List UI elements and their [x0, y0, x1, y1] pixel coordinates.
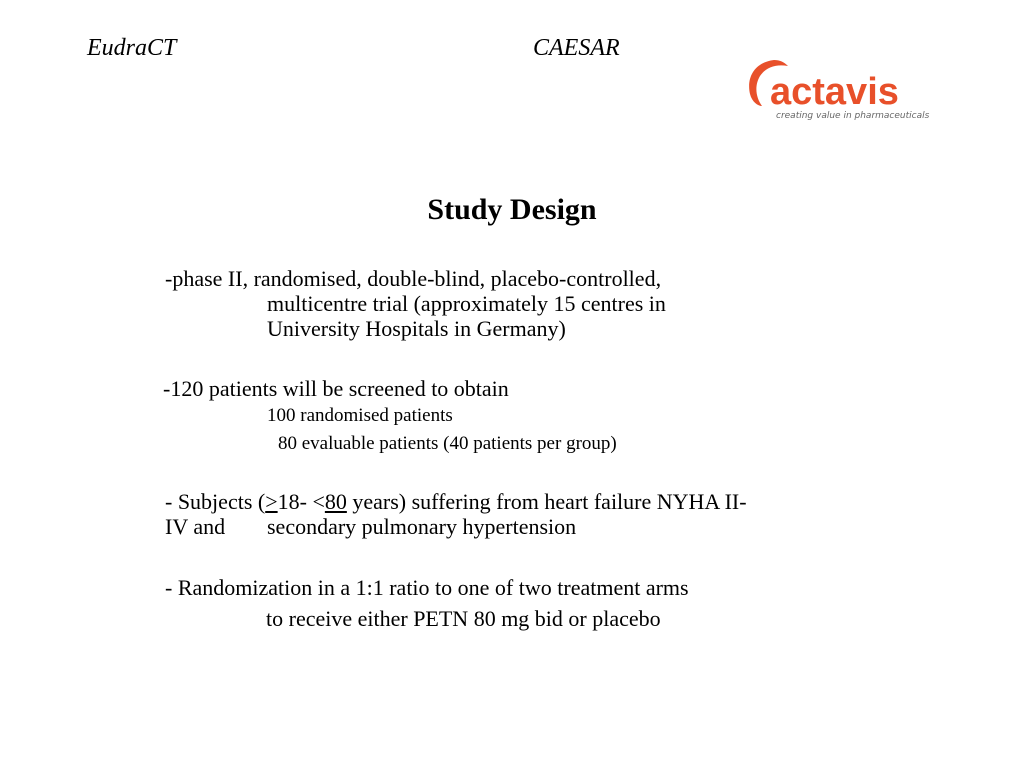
subjects-gte-symbol: >: [265, 489, 278, 514]
screening-line-1: -120 patients will be screened to obtain: [163, 376, 509, 401]
actavis-logo-mark: [744, 52, 944, 122]
subjects-suffix: years) suffering from heart failure NYHA II-: [346, 489, 747, 514]
logo-wordmark: actavis: [770, 71, 899, 113]
phase-line-1: -phase II, randomised, double-blind, placebo-controlled,: [165, 266, 662, 291]
header-caesar: CAESAR: [533, 35, 620, 61]
subjects-mid: 18- <: [277, 489, 325, 514]
subjects-line-2a: IV and: [165, 514, 226, 539]
subjects-line-1: [165, 489, 747, 515]
subjects-prefix: - Subjects (: [165, 489, 266, 514]
subjects-max-age: 80: [324, 489, 347, 514]
screening-line-2: 100 randomised patients: [267, 405, 453, 426]
logo-tagline: creating value in pharmaceuticals: [776, 111, 930, 121]
phase-line-3: University Hospitals in Germany): [267, 316, 566, 341]
actavis-logo: [744, 52, 944, 122]
screening-line-3: 80 evaluable patients (40 patients per group): [278, 433, 617, 454]
subjects-line-2b: secondary pulmonary hypertension: [267, 514, 577, 539]
header-eudract: EudraCT: [87, 35, 177, 61]
randomization-line-1: - Randomization in a 1:1 ratio to one of two treatment arms: [165, 575, 689, 600]
slide-title: Study Design: [427, 193, 597, 226]
randomization-line-2: to receive either PETN 80 mg bid or placebo: [266, 606, 661, 631]
phase-line-2: multicentre trial (approximately 15 centres in: [267, 291, 666, 316]
